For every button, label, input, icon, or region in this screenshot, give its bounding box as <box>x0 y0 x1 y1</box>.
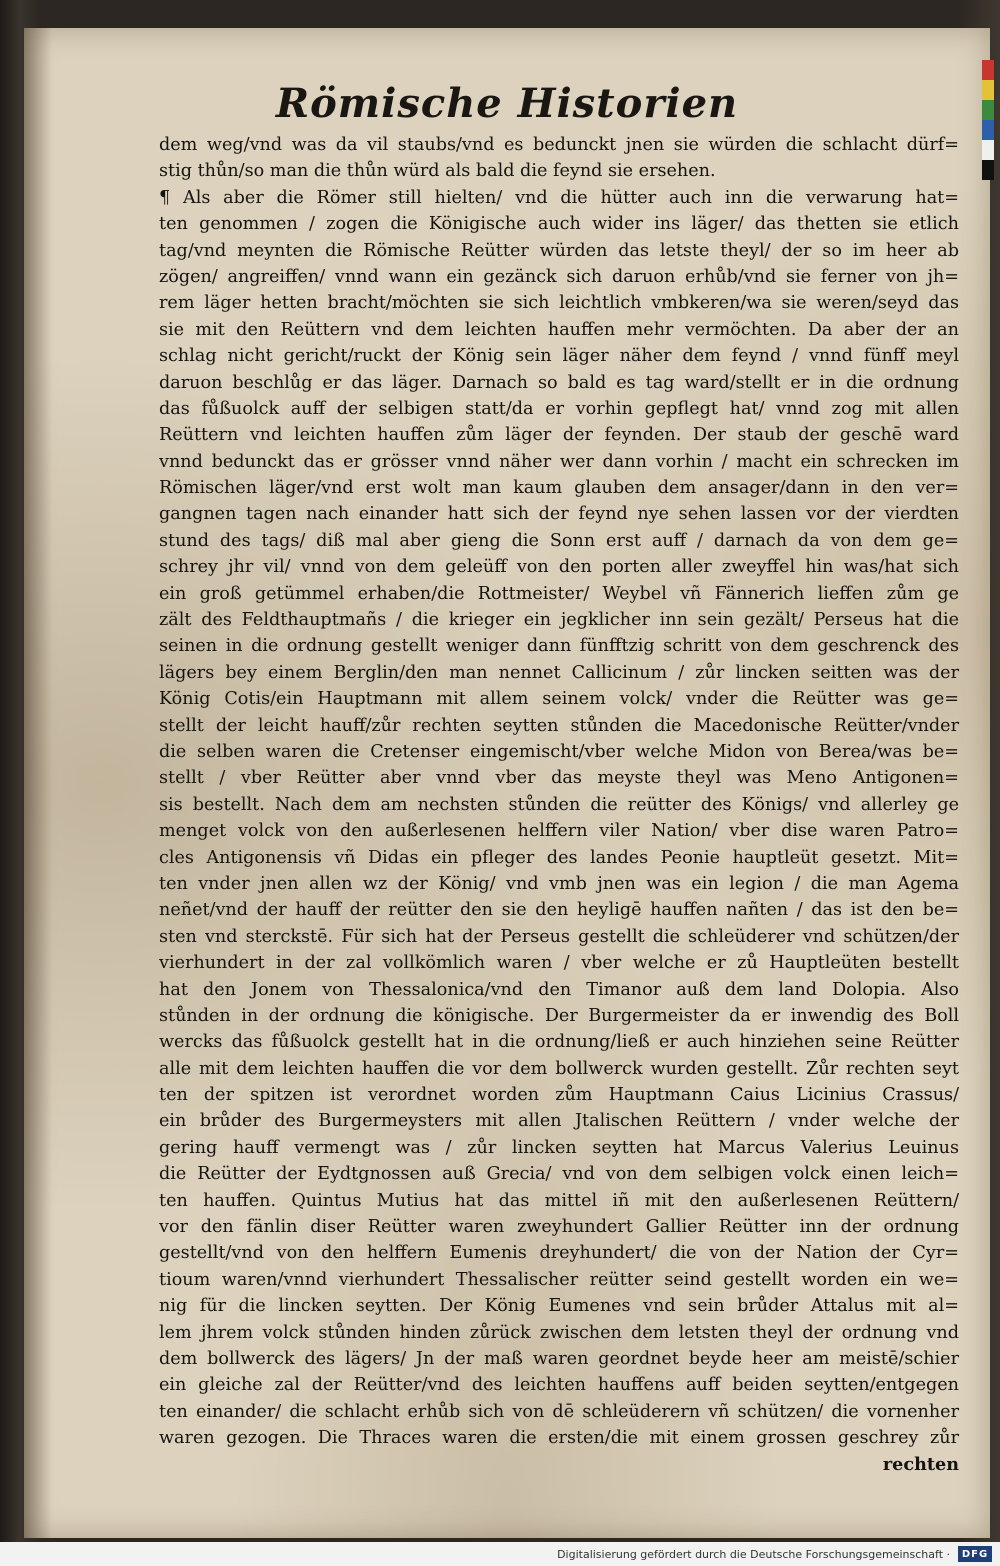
text-line: das fůßuolck auff der selbigen statt/da er vorhin gepflegt hat/ vnnd zog mit allen <box>159 398 959 419</box>
text-line: waren gezogen. Die Thraces waren die ersten/die mit einem grossen geschrey zůr <box>159 1428 959 1449</box>
color-calibration-strip <box>982 60 994 180</box>
text-line: stellt / vber Reütter aber vnnd vber das meyste theyl was Meno Antigonen= <box>159 768 959 789</box>
text-line: nig für die lincken seytten. Der König Eumenes vnd sein brůder Attalus mit al= <box>159 1296 959 1317</box>
text-line: sie mit den Reüttern vnd dem leichten hauffen mehr vermöchten. Da aber der an <box>159 319 959 340</box>
text-line: die selben waren die Cretenser eingemischt/vber welche Midon von Berea/was be= <box>159 741 959 762</box>
text-line: wercks das fůßuolck gestellt hat in die ordnung/ließ er auch hinziehen seine Reütter <box>159 1032 959 1053</box>
text-line: daruon beschlůg er das läger. Darnach so bald es tag ward/stellt er in die ordnung <box>159 372 959 393</box>
body-text <box>159 132 959 1478</box>
text-line: sis bestellt. Nach dem am nechsten stůnden die reütter des Königs/ vnd allerley ge <box>159 794 959 815</box>
text-line: dem weg/vnd was da vil staubs/vnd es bedunckt jnen sie würden die schlacht dürf= <box>159 135 959 155</box>
text-line: gestellt/vnd von den helffern Eumenis dreyhundert/ die von der Nation der Cyr= <box>159 1243 959 1264</box>
text-line: König Cotis/ein Hauptmann mit allem seinem volck/ vnder die Reütter was ge= <box>159 689 959 710</box>
text-line: ein brůder des Burgermeysters mit allen Jtalischen Reüttern / vnder welche der <box>159 1111 959 1132</box>
text-line: zögen/ angreiffen/ vnnd wann ein gezänck sich daruon erhůb/vnd sie ferner von jh= <box>159 266 959 287</box>
text-line: vierhundert in der zal vollkömlich waren / vber welche er zů Hauptleüten bestellt <box>159 953 959 974</box>
text-line: gering hauff vermengt was / zůr lincken seytten hat Marcus Valerius Leuinus <box>159 1137 959 1158</box>
text-line: ¶ Als aber die Römer still hielten/ vnd die hütter auch inn die verwarung hat= <box>159 187 959 208</box>
text-line: zält des Feldthauptmañs / die krieger ein jegklicher inn sein gezält/ Perseus hat die <box>159 610 959 631</box>
text-line: sten vnd sterckstē. Für sich hat der Perseus gestellt die schleüderer vnd schützen/der <box>159 926 959 947</box>
text-line: ein groß getümmel erhaben/die Rottmeister/ Weybel vñ Fännerich lieffen zům ge <box>159 583 959 604</box>
text-line: alle mit dem leichten hauffen die vor dem bollwerck wurden gestellt. Zůr rechten seyt <box>159 1058 959 1079</box>
text-line: ein gleiche zal der Reütter/vnd des leichten hauffens auff beiden seytten/entgegen <box>159 1375 959 1396</box>
text-line: menget volck von den außerlesenen helffern viler Nation/ vber dise waren Patro= <box>159 821 959 842</box>
text-line: die Reütter der Eydtgnossen auß Grecia/ vnd von dem selbigen volck einen leich= <box>159 1164 959 1185</box>
catchword: rechten <box>882 1453 959 1475</box>
text-line: Römischen läger/vnd erst wolt man kaum glauben dem ansager/dann in den ver= <box>159 478 959 499</box>
text-line: stůnden in der ordnung die königische. Der Burgermeister da er inwendig des Boll <box>159 1005 959 1026</box>
dfg-logo: DFG <box>958 1546 992 1562</box>
text-line: vor den fänlin diser Reütter waren zweyhundert Gallier Reütter inn der ordnung <box>159 1217 959 1238</box>
text-line: schrey jhr vil/ vnnd von dem geleüff von den porten aller zweyffel hin was/hat sich <box>159 557 959 578</box>
footer-credit: Digitalisierung gefördert durch die Deutsche Forschungsgemeinschaft · <box>557 1547 950 1561</box>
text-line: tioum waren/vnnd vierhundert Thessalischer reütter seind gestellt worden ein we= <box>159 1269 959 1290</box>
text-line: seinen in die ordnung gestellt weniger dann fünfftzig schritt von dem geschrenck des <box>159 636 959 657</box>
text-line: tag/vnd meynten die Römische Reütter würden das letste theyl/ der so im heer ab <box>159 240 959 261</box>
text-line: schlag nicht gericht/ruckt der König sein läger näher dem feynd / vnnd fünff meyl <box>159 346 959 367</box>
text-line: lem jhrem volck stůnden hinden zůrück zwischen dem letsten theyl der ordnung vnd <box>159 1322 959 1343</box>
text-line: ten hauffen. Quintus Mutius hat das mittel iñ mit den außerlesenen Reüttern/ <box>159 1190 959 1211</box>
text-line: stig thůn/so man die thůn würd als bald die feynd sie ersehen. <box>159 161 716 182</box>
text-line: stellt der leicht hauff/zůr rechten seytten stůnden die Macedonische Reütter/vnder <box>159 715 959 736</box>
text-line: stund des tags/ diß mal aber gieng die Sonn erst auff / darnach da von dem ge= <box>159 530 959 551</box>
text-line: ten genommen / zogen die Königische auch wider ins läger/ das thetten sie etlich <box>159 214 959 235</box>
text-line: Reüttern vnd leichten hauffen zům läger der feynden. Der staub der geschē ward <box>159 425 959 446</box>
text-line: gangnen tagen nach einander hatt sich der feynd nye sehen lassen vor der vierdten <box>159 504 959 525</box>
text-line: hat den Jonem von Thessalonica/vnd den Timanor auß dem land Dolopia. Also <box>159 979 959 1000</box>
text-line: dem bollwerck des lägers/ Jn der maß waren geordnet beyde heer am meistē/schier <box>159 1348 959 1369</box>
text-line: cles Antigonensis vñ Didas ein pfleger des landes Peonie hauptleüt gesetzt. Mit= <box>159 847 959 868</box>
text-line: rem läger hetten bracht/möchten sie sich leichtlich vmbkeren/wa sie weren/seyd das <box>159 293 959 314</box>
text-line: vnnd bedunckt das er grösser vnnd näher wer dann vorhin / macht ein schrecken im <box>159 451 959 472</box>
book-page <box>24 28 990 1538</box>
page-gutter-shadow <box>24 28 52 1538</box>
text-line: neñet/vnd der hauff der reütter den sie den heyligē hauffen nañten / das ist den be= <box>159 900 959 921</box>
text-line: lägers bey einem Berglin/den man nennet Callicinum / zůr lincken seitten was der <box>159 662 959 683</box>
text-line: ten der spitzen ist verordnet worden zům Hauptmann Caius Licinius Crassus/ <box>159 1085 959 1106</box>
footer-bar <box>0 1542 1000 1566</box>
text-line: ten vnder jnen allen wz der König/ vnd vmb jnen was ein legion / die man Agema <box>159 873 959 894</box>
text-line: ten einander/ die schlacht erhůb sich von dē schleüderern vñ schützen/ die vornenher <box>159 1401 959 1422</box>
running-head: Römische Historien <box>275 80 739 127</box>
